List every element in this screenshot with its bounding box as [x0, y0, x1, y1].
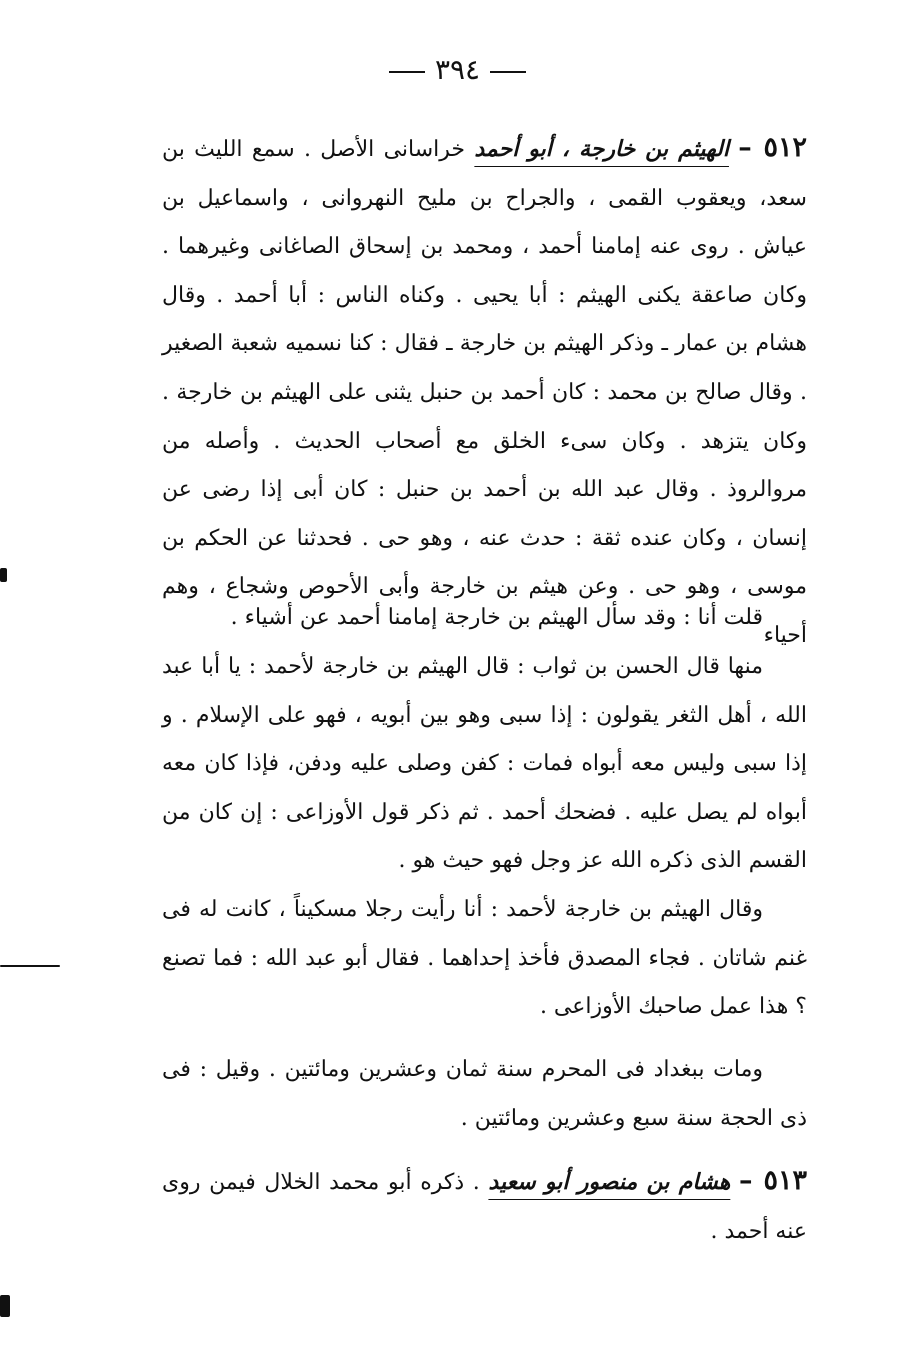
entry-512-note [162, 594, 807, 643]
entry-name: الهيثم بن خارجة ، أبو أحمد [474, 136, 729, 162]
entry-512-paragraph-3: منها قال الحسن بن ثواب : قال الهيثم بن خارجة لأحمد : يا أبا عبد الله ، أهل الثغر يقولون : إذا سبى وهو بين أبويه ، فهو على الإسلام . و إذا سبى وليس معه أبواه فمات : كفن وصلى عليه ودفن، فإذا كان معه أبواه لم يصل عليه . فضحك أحمد . ثم ذكر قول الأوزاعى : إن كان من القسم الذى ذكره الله عز وجل فهو حيث هو . [162, 654, 808, 874]
entry-512-paragraph-2: قلت أنا : وقد سأل الهيثم بن خارجة إمامنا أحمد عن أشياء . [230, 605, 763, 630]
entry-number: ٥١٢ – [738, 132, 808, 163]
entry-513 [162, 1157, 807, 1256]
scan-edge-mark [0, 965, 60, 967]
entry-512-paragraph-4: وقال الهيثم بن خارجة لأحمد : أنا رأيت رجلا مسكيناً ، كانت له فى غنم شاتان . فجاء المصدق فأخذ إحداهما . فقال أبو عبد الله : فما تصنع ؟ هذا عمل صاحبك الأوزاعى . [162, 897, 807, 1020]
entry-name: هشام بن منصور أبو سعيد [488, 1169, 731, 1195]
entry-512-question [162, 643, 807, 886]
entry-512-anecdote [162, 886, 807, 1032]
entry-513-paragraph-1 [162, 1157, 807, 1256]
entry-512 [162, 124, 807, 661]
page-number [0, 52, 915, 88]
entry-text: . ذكره أبو محمد الخلال فيمن روى عنه أحمد . [162, 1170, 807, 1244]
entry-number: ٥١٣ – [738, 1165, 808, 1196]
entry-text: خراسانى الأصل . سمع الليث بن سعد، ويعقوب القمى ، والجراح بن مليح النهروانى ، واسماعيل بن عياش . روى عنه إمامنا أحمد ، ومحمد بن إسحاق الصاغانى وغيرهما . وكان صاعقة يكنى الهيثم : أبا يحيى . وكناه الناس : أبا أحمد . وقال هشام بن عمار ـ وذكر الهيثم بن خارجة ـ فقال : كنا نسميه شعبة الصغير . وقال صالح بن محمد : كان أحمد بن حنبل يثنى على الهيثم بن خارجة . وكان يتزهد . وكان سىء الخلق مع أصحاب الحديث . وأصله من مروالروذ . وقال عبد الله بن أحمد بن حنبل : كان أبى إذا رضى عن إنسان ، وكان عنده ثقة : حدث عنه ، وهو حى . فحدثنا عن الحكم بن موسى ، وهو حى . وعن هيثم بن خارجة وأبى الأحوص وشجاع ، وهم أحياء [162, 137, 807, 648]
entry-512-death [162, 1046, 807, 1143]
page-number-text: ٣٩٤ [434, 53, 481, 86]
page-number-dash-right [490, 71, 526, 73]
entry-512-paragraph-1 [162, 124, 807, 661]
scan-edge-mark [0, 568, 7, 582]
scan-edge-mark [0, 1295, 10, 1317]
page-number-dash-left [389, 71, 425, 73]
entry-512-paragraph-5: ومات ببغداد فى المحرم سنة ثمان وعشرين ومائتين . وقيل : فى ذى الحجة سنة سبع وعشرين ومائتين . [162, 1057, 807, 1131]
